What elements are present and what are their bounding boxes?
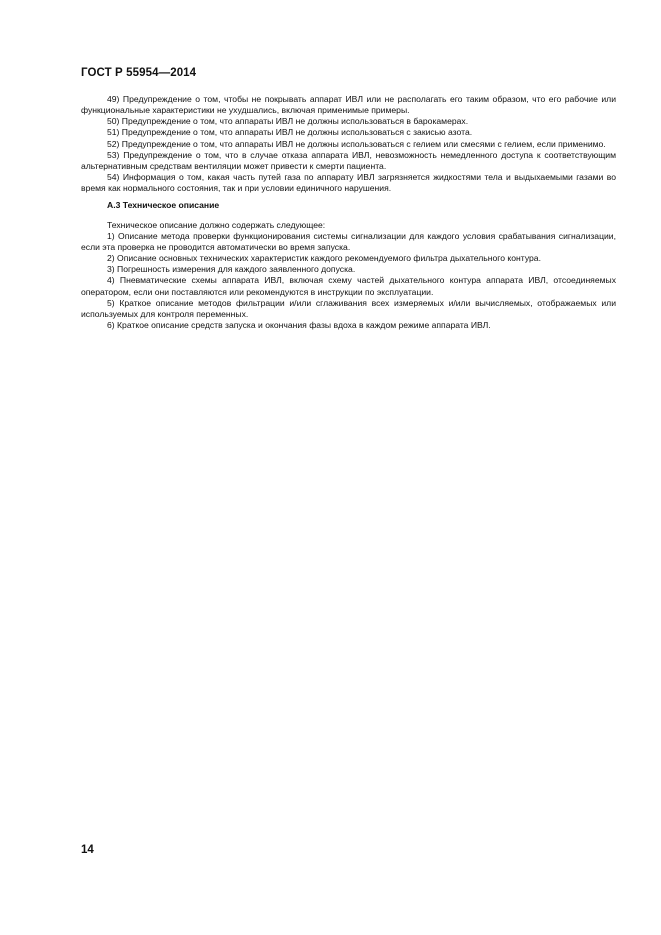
section-item-5: 5) Краткое описание методов фильтрации и/или сглаживания всех измеряемых и/или вычисляемых, отображаемых или используемых для контроля переменных.	[81, 297, 616, 319]
document-body	[81, 94, 616, 331]
section-heading: А.3 Техническое описание	[107, 200, 220, 211]
list-item-51: 51) Предупреждение о том, что аппараты ИВЛ не должны использоваться с закисью азота.	[107, 127, 473, 138]
section-intro: Техническое описание должно содержать следующее:	[107, 219, 326, 230]
section-item-3: 3) Погрешность измерения для каждого заявленного допуска.	[107, 264, 356, 275]
list-item-49: 49) Предупреждение о том, чтобы не покрывать аппарат ИВЛ или не располагать его таким образом, что его рабочие или функциональные характеристики не ухудшались, включая применимые примеры.	[81, 94, 616, 116]
list-item-53: 53) Предупреждение о том, что в случае отказа аппарата ИВЛ, невозможность немедленного доступа к соответствующим альтернативным средствам вентиляции может привести к смерти пациента.	[81, 149, 616, 171]
section-item-2: 2) Описание основных технических характеристик каждого рекомендуемого фильтра дыхательного контура.	[107, 253, 541, 264]
section-item-4: 4) Пневматические схемы аппарата ИВЛ, включая схему частей дыхательного контура аппарата ИВЛ, отсоединяемых оператором, если они поставляются или рекомендуются в инструкции по эксплуатации.	[81, 275, 616, 297]
list-item-52: 52) Предупреждение о том, что аппараты ИВЛ не должны использоваться с гелием или смесями с гелием, если применимо.	[107, 138, 606, 149]
document-header: ГОСТ Р 55954—2014	[81, 67, 197, 79]
page-number: 14	[81, 844, 94, 856]
section-item-6: 6) Краткое описание средств запуска и окончания фазы вдоха в каждом режиме аппарата ИВЛ.	[107, 319, 491, 330]
list-item-54: 54) Информация о том, какая часть путей газа по аппарату ИВЛ загрязняется жидкостями тела и выдыхаемыми газами во время как нормального состояния, так и при условии единичного нарушения.	[81, 172, 616, 194]
section-item-1: 1) Описание метода проверки функционирования системы сигнализации для каждого условия срабатывания сигнализации, если эта проверка не проводится автоматически во время запуска.	[81, 230, 616, 252]
list-item-50: 50) Предупреждение о том, что аппараты ИВЛ не должны использоваться в барокамерах.	[107, 116, 469, 127]
